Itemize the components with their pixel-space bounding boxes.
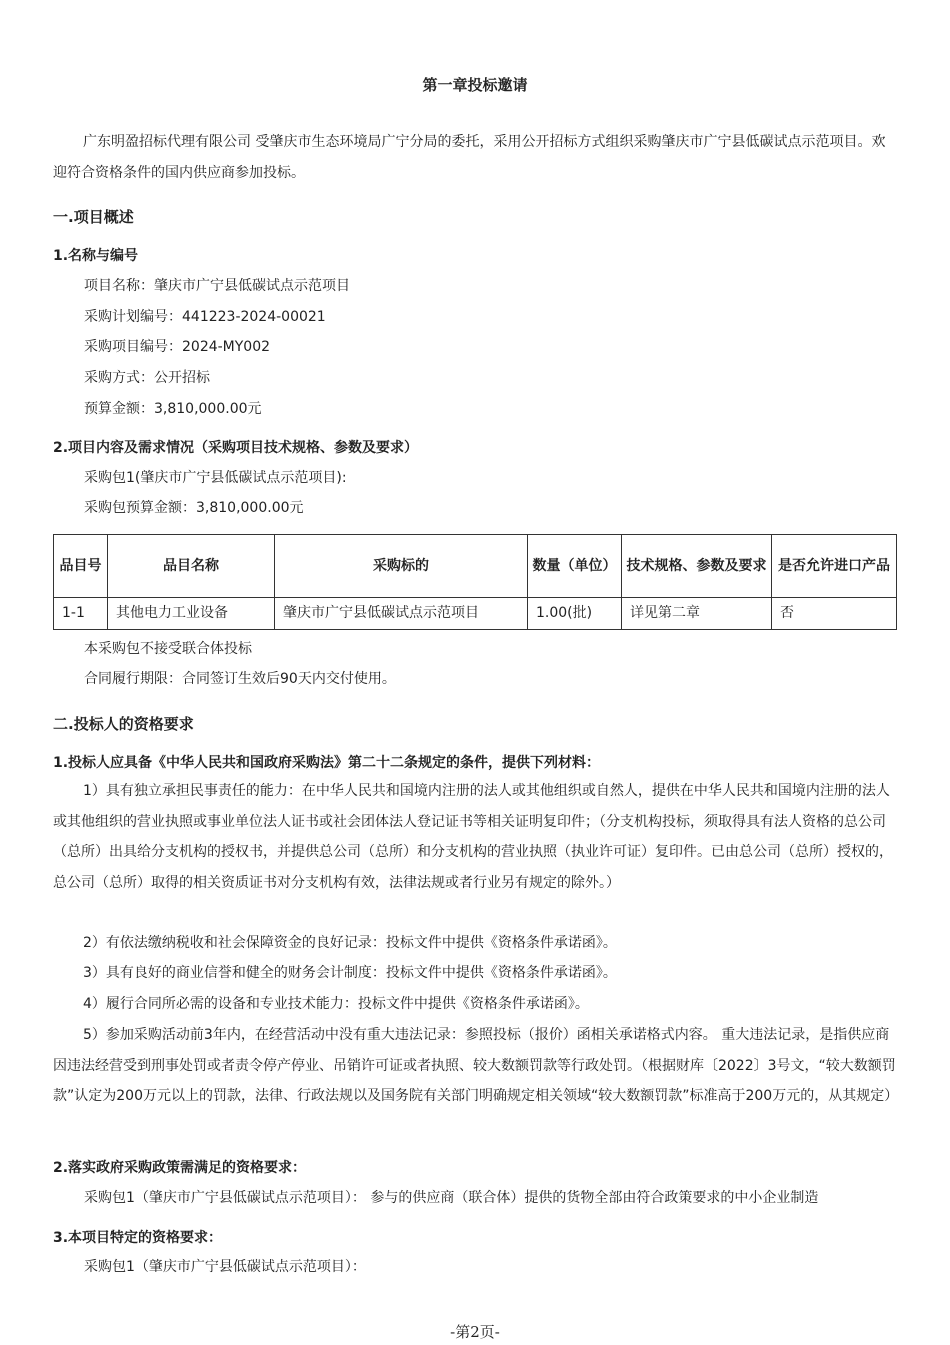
qualification-item-4: 4）履行合同所必需的设备和专业技术能力：投标文件中提供《资格条件承诺函》。	[83, 996, 589, 1012]
table-header-row	[54, 535, 897, 598]
sub2-heading: 2.项目内容及需求情况（采购项目技术规格、参数及要求）	[53, 440, 419, 456]
project-name: 项目名称：肇庆市广宁县低碳试点示范项目	[84, 278, 350, 294]
intro-paragraph: 广东明盈招标代理有限公司 受肇庆市生态环境局广宁分局的委托，采用公开招标方式组织采购肇庆市广宁县低碳试点示范项目。欢迎符合资格条件的国内供应商参加投标。	[53, 134, 886, 181]
header-quantity: 数量（单位）	[528, 535, 622, 598]
cell-item-name: 其他电力工业设备	[108, 598, 275, 630]
consortium-note: 本采购包不接受联合体投标	[84, 641, 252, 657]
qualification-item-5: 5）参加采购活动前3年内，在经营活动中没有重大违法记录：参照投标（报价）函相关承诺格式内容。 重大违法记录，是指供应商因违法经营受到刑事处罚或者责令停产停业、吊销许可证或者执照、较大数额罚款等行政处罚。（根据财库〔2022〕3号文，“较大数额罚款”认定为200万元以上的罚款，法律、行政法规以及国务院有关部门明确规定相关领域“较大数额罚款”标准高于200万元的，从其规定）	[53, 1027, 899, 1104]
specific-heading: 3.本项目特定的资格要求：	[53, 1230, 223, 1246]
section2-heading: 二.投标人的资格要求	[53, 715, 194, 733]
budget-amount: 预算金额：3,810,000.00元	[84, 401, 262, 417]
cell-import: 否	[772, 598, 897, 630]
header-subject: 采购标的	[275, 535, 528, 598]
section1-heading: 一.项目概述	[53, 208, 134, 226]
sub1-heading: 1.名称与编号	[53, 248, 139, 264]
header-spec: 技术规格、参数及要求	[622, 535, 772, 598]
qualification-heading: 1.投标人应具备《中华人民共和国政府采购法》第二十二条规定的条件，提供下列材料：	[53, 755, 601, 771]
cell-quantity: 1.00(批)	[528, 598, 622, 630]
project-number: 采购项目编号：2024-MY002	[84, 339, 271, 355]
header-item-no: 品目号	[54, 535, 108, 598]
qualification-item-2: 2）有依法缴纳税收和社会保障资金的良好记录：投标文件中提供《资格条件承诺函》。	[83, 935, 617, 951]
qualification-item-1: 1）具有独立承担民事责任的能力：在中华人民共和国境内注册的法人或其他组织或自然人，提供在中华人民共和国境内注册的法人或其他组织的营业执照或事业单位法人证书或社会团体法人登记证书等相关证明复印件；（分支机构投标，须取得具有法人资格的总公司（总所）出具给分支机构的授权书，并提供总公司（总所）和分支机构的营业执照（执业许可证）复印件。已由总公司（总所）授权的，总公司（总所）取得的相关资质证书对分支机构有效，法律法规或者行业另有规定的除外。）	[53, 783, 893, 891]
policy-heading: 2.落实政府采购政策需满足的资格要求：	[53, 1160, 307, 1176]
header-import: 是否允许进口产品	[772, 535, 897, 598]
package-label: 采购包1(肇庆市广宁县低碳试点示范项目):	[84, 470, 347, 486]
specific-text: 采购包1（肇庆市广宁县低碳试点示范项目）：	[84, 1259, 366, 1275]
procurement-method: 采购方式：公开招标	[84, 370, 210, 386]
cell-spec: 详见第二章	[622, 598, 772, 630]
package-budget: 采购包预算金额：3,810,000.00元	[84, 500, 304, 516]
qualification-item-3: 3）具有良好的商业信誉和健全的财务会计制度：投标文件中提供《资格条件承诺函》。	[83, 965, 617, 981]
header-item-name: 品目名称	[108, 535, 275, 598]
cell-item-no: 1-1	[54, 598, 108, 630]
cell-subject: 肇庆市广宁县低碳试点示范项目	[275, 598, 528, 630]
items-table	[53, 534, 897, 630]
contract-term: 合同履行期限：合同签订生效后90天内交付使用。	[84, 671, 396, 687]
plan-number: 采购计划编号：441223-2024-00021	[84, 309, 326, 325]
table-row	[54, 598, 897, 630]
chapter-title: 第一章投标邀请	[422, 76, 528, 94]
policy-text: 采购包1（肇庆市广宁县低碳试点示范项目）： 参与的供应商（联合体）提供的货物全部由符合政策要求的中小企业制造	[84, 1190, 819, 1206]
page-number: -第2页-	[450, 1323, 500, 1341]
